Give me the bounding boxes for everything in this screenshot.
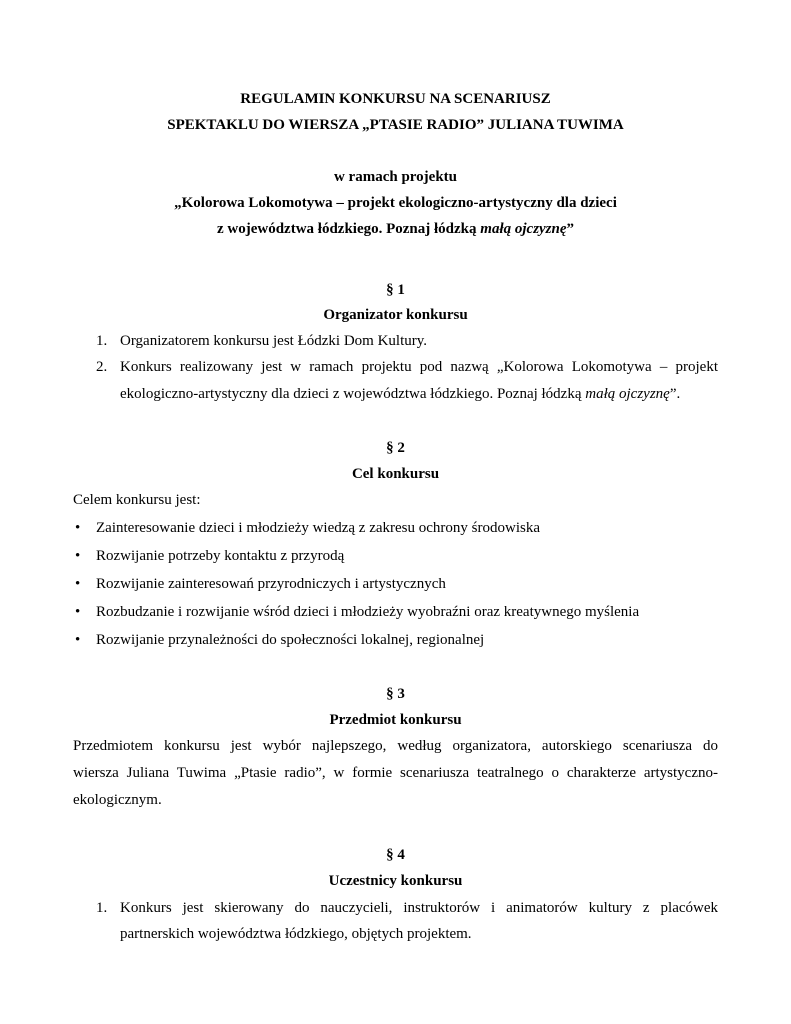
section-4-heading: Uczestnicy konkursu [328, 873, 463, 889]
list-item-text: Konkurs realizowany jest w ramach projektu pod nazwą „Kolorowa Lokomotywa – projekt [120, 359, 718, 375]
bullet-item: Rozwijanie zainteresowań przyrodniczych i artystycznych [96, 576, 446, 592]
document-title-line-1: REGULAMIN KONKURSU NA SCENARIUSZ [240, 91, 551, 107]
continued-end: ”. [669, 386, 681, 402]
list-number: 2. [96, 359, 108, 375]
list-item-text-continued: partnerskich województwa łódzkiego, objętych projektem. [120, 926, 472, 942]
project-subtitle-line-2: „Kolorowa Lokomotywa – projekt ekologiczno-artystyczny dla dzieci [174, 195, 617, 211]
list-number: 1. [96, 900, 108, 916]
subtitle-quote: ” [566, 221, 575, 237]
list-item-text: Konkurs jest skierowany do nauczycieli, instruktorów i animatorów kultury z placówek [120, 900, 718, 916]
bullet-icon: • [75, 604, 81, 620]
section-3-number: § 3 [386, 686, 405, 702]
continued-italic: małą ojczyznę [585, 386, 670, 402]
list-item-text: Organizatorem konkursu jest Łódzki Dom Kultury. [120, 333, 428, 349]
section-4-number: § 4 [386, 847, 405, 863]
paragraph-line: Przedmiotem konkursu jest wybór najlepszego, według organizatora, autorskiego scenariusza do [73, 738, 718, 754]
section-1-heading: Organizator konkursu [323, 307, 468, 323]
section-2-intro: Celem konkursu jest: [73, 492, 201, 508]
subtitle-text: z województwa łódzkiego. Poznaj łódzką [216, 221, 481, 237]
bullet-item: Zainteresowanie dzieci i młodzieży wiedzą z zakresu ochrony środowiska [96, 520, 540, 536]
paragraph-line: wiersza Juliana Tuwima „Ptasie radio”, w formie scenariusza teatralnego o charakterze artystyczno- [73, 765, 718, 781]
bullet-item: Rozwijanie potrzeby kontaktu z przyrodą [96, 548, 345, 564]
bullet-icon: • [75, 632, 81, 648]
section-2-number: § 2 [386, 440, 405, 456]
bullet-item: Rozwijanie przynależności do społeczności lokalnej, regionalnej [96, 632, 485, 648]
bullet-icon: • [75, 520, 81, 536]
subtitle-italic: małą ojczyznę [480, 221, 567, 237]
list-item-text-continued [120, 386, 680, 403]
paragraph-line: ekologicznym. [73, 792, 162, 808]
bullet-item: Rozbudzanie i rozwijanie wśród dzieci i młodzieży wyobraźni oraz kreatywnego myślenia [96, 604, 640, 620]
continued-text: ekologiczno-artystyczny dla dzieci z województwa łódzkiego. Poznaj łódzką [120, 386, 586, 402]
bullet-icon: • [75, 548, 81, 564]
list-number: 1. [96, 333, 108, 349]
section-1-number: § 1 [386, 282, 405, 298]
project-subtitle-line-3 [0, 221, 791, 238]
project-subtitle-line-1: w ramach projektu [333, 169, 458, 185]
bullet-icon: • [75, 576, 81, 592]
document-title-line-2: SPEKTAKLU DO WIERSZA „PTASIE RADIO” JULIANA TUWIMA [167, 117, 624, 133]
section-2-heading: Cel konkursu [351, 466, 440, 482]
section-3-heading: Przedmiot konkursu [329, 712, 462, 728]
